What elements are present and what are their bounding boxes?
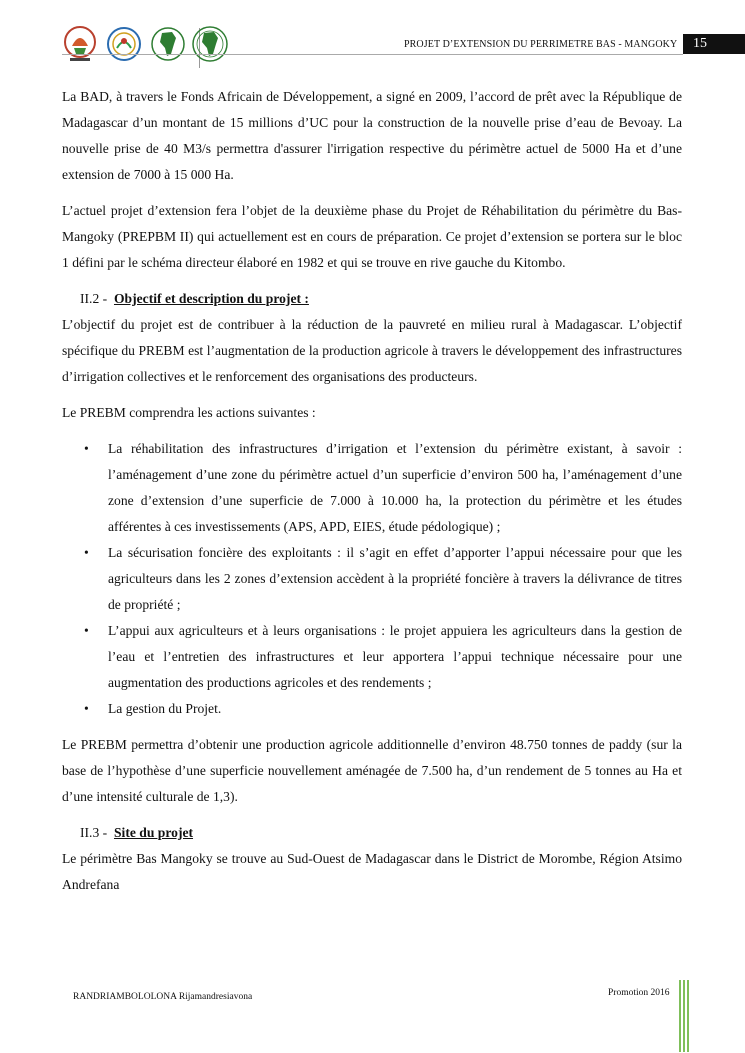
document-body [62,84,682,908]
african-development-fund-logo-icon [190,24,230,64]
section-heading-site [62,820,682,846]
section-number: II.3 - [80,825,108,840]
footer-author: RANDRIAMBOLOLONA Rijamandresiavona [73,992,253,1002]
paragraph-production: Le PREBM permettra d’obtenir une production agricole additionnelle d’environ 48.750 tonnes de paddy (sur la base de l’hypothèse d’une superficie nouvellement aménagée de 7.500 ha, d’un rendement de 5 tonnes au Ha et d’une intensité culturale de 1,3). [62,737,682,804]
paragraph-bad-loan: La BAD, à travers le Fonds Africain de Développement, a signé en 2009, l’accord de prêt avec la République de Madagascar d’un montant de 15 millions d’UC pour la construction de la nouvelle prise d’eau de Bevoay. La nouvelle prise de 40 M3/s permettra d'assurer l'irrigation respective du périmètre actuel de 5000 Ha et d’une extension de 7000 à 15 000 Ha. [62,89,682,182]
paragraph-site: Le périmètre Bas Mangoky se trouve au Sud-Ouest de Madagascar dans le District de Morombe, Région Atsimo Andrefana [62,851,682,892]
list-item: • La sécurisation foncière des exploitants : il s’agit en effet d’apporter l’appui nécessaire pour que les agriculteurs dans les 2 zones d’extension accèdent à la propriété foncière à travers la délivrance de titres de propriété ; [62,540,682,618]
list-item: • La réhabilitation des infrastructures d’irrigation et l’extension du périmètre existant, à savoir : l’aménagement d’une zone du périmètre actuel d’un superficie d’environ 500 ha, l’aménagement d’une zone d’extension d’une superficie de 7.000 à 10.000 ha, la protection du périmètre et les études afférentes à ces investissements (APS, APD, EIES, étude pédologique) ; [62,436,682,540]
paragraph-objective: L’objectif du projet est de contribuer à la réduction de la pauvreté en milieu rural à Madagascar. L’objectif spécifique du PREBM est l’augmentation de la production agricole à travers le développement des infrastructures d’irrigation collectives et le renforcement des organisations des producteurs. [62,317,682,384]
header-title: PROJET D’EXTENSION DU PERRIMETRE BAS - MANGOKY [404,39,678,50]
list-item: • La gestion du Projet. [62,696,682,722]
section-title: Objectif et description du projet : [113,291,309,306]
institution-seal-icon [106,24,142,64]
section-heading-objective [62,286,682,312]
actions-list [62,436,682,722]
header-rule [62,54,683,55]
list-item: • L’appui aux agriculteurs et à leurs organisations : le projet appuiera les agriculteurs dans la gestion de l’eau et l’entretien des infrastructures et leur apportera l’appui technique nécessaire pour une augmentation des productions agricoles et des rendements ; [62,618,682,696]
footer-decorative-bars [679,980,693,1052]
paragraph-extension-project: L’actuel projet d’extension fera l’objet de la deuxième phase du Projet de Réhabilitation du périmètre du Bas-Mangoky (PREPBM II) qui actuellement est en cours de préparation. Ce projet d’extension se portera sur le bloc 1 défini par le schéma directeur élaboré en 1982 et qui se trouve en rive gauche du Kitombo. [62,203,682,270]
page-number: 15 [683,34,745,54]
paragraph-actions-intro: Le PREBM comprendra les actions suivantes : [62,405,316,420]
africa-map-logo-icon [150,24,186,64]
section-title: Site du projet [113,825,194,840]
footer-promotion: Promotion 2016 [608,988,670,998]
ministry-emblem-icon [62,24,98,64]
section-number: II.2 - [80,291,108,306]
